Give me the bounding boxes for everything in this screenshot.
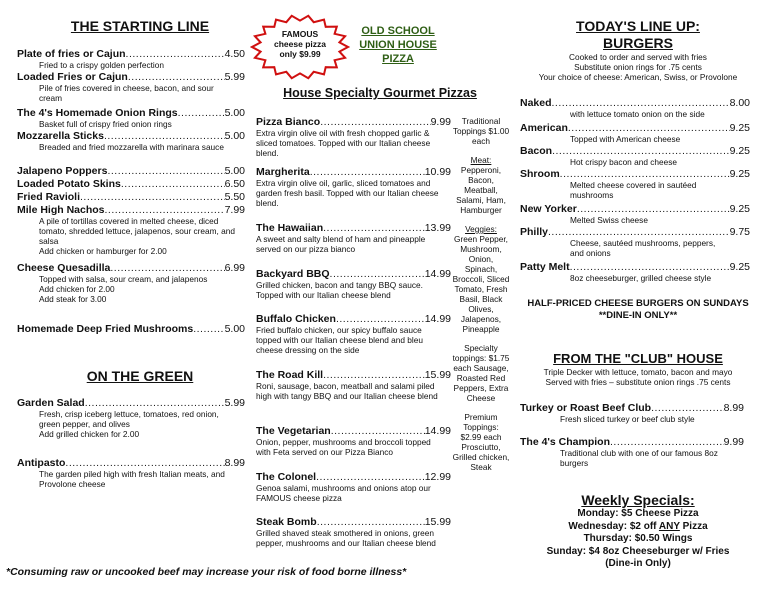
weekly-specials: [516, 492, 760, 571]
weekly-monday: Monday: $5 Cheese Pizza: [577, 508, 699, 519]
item-name: Antipasto: [17, 457, 66, 469]
weekly-title: Weekly Specials:: [581, 492, 695, 508]
item-name: Homemade Deep Fried Mushrooms: [17, 323, 194, 335]
item-price: 14.99: [424, 268, 451, 280]
menu-item: [17, 262, 245, 304]
item-desc: Fresh, crisp iceberg lettuce, tomatoes, red onion, green pepper, and olives: [39, 409, 219, 429]
item-price: 5.99: [224, 71, 245, 83]
badge-line-1: FAMOUS: [281, 29, 319, 39]
half-price-line-1: HALF-PRICED CHEESE BURGERS ON SUNDAYS: [527, 298, 749, 309]
menu-item: [520, 168, 750, 200]
item-desc: The garden piled high with fresh Italian meats, and Provolone cheese: [39, 469, 225, 489]
item-price: 5.00: [224, 130, 245, 142]
item-name: Pizza Bianco: [256, 116, 321, 128]
weekly-dinein: (Dine-in Only): [605, 558, 671, 569]
item-price: 9.99: [723, 436, 744, 448]
item-desc: Fried buffalo chicken, our spicy buffalo sauce topped with our Italian cheese blend and bleu cheese dressing on the side: [256, 325, 423, 355]
item-name: American: [520, 122, 568, 134]
item-price: 9.25: [729, 122, 750, 134]
on-the-green-title: ON THE GREEN: [86, 368, 194, 384]
menu-item: [256, 313, 451, 355]
item-name: The 4's Champion: [520, 436, 611, 448]
item-desc: Melted Swiss cheese: [570, 215, 648, 225]
item-addon: Add chicken for 2.00: [39, 284, 115, 294]
menu-item: [17, 457, 245, 489]
starting-line-title: THE STARTING LINE: [70, 18, 210, 34]
item-price: 15.99: [424, 369, 451, 381]
toppings-panel: [452, 116, 510, 472]
item-desc: A pile of tortillas covered in melted cheese, diced tomato, shredded lettuce, jalapenos, sour cream, and salsa: [39, 216, 236, 246]
menu-item: [256, 516, 451, 548]
wednesday-pizza: Pizza: [679, 520, 708, 532]
menu-item: [17, 165, 245, 177]
item-name: Mozzarella Sticks: [17, 130, 104, 142]
item-name: Fried Ravioli: [17, 191, 81, 203]
item-price: 13.99: [424, 222, 451, 234]
item-price: 4.50: [224, 48, 245, 60]
item-name: Backyard BBQ: [256, 268, 330, 280]
menu-item: [256, 425, 451, 457]
item-name: Plate of fries or Cajun: [17, 48, 126, 60]
weekly-thursday: Thursday: $0.50 Wings: [583, 533, 693, 544]
item-price: 8.00: [729, 97, 750, 109]
item-name: Cheese Quesadilla: [17, 262, 111, 274]
club-intro-2: Served with fries – substitute onion rings .75 cents: [545, 377, 731, 387]
specialty-toppings: Specialty toppings: $1.75 each Sausage, Roasted Red Peppers, Extra Cheese: [452, 343, 510, 403]
wednesday-any: ANY: [658, 520, 680, 532]
item-desc: Genoa salami, mushrooms and onions atop our FAMOUS cheese pizza: [256, 483, 431, 503]
menu-item: [520, 145, 750, 167]
menu-item: [256, 268, 451, 300]
item-price: 14.99: [424, 425, 451, 437]
pizzas-title: House Specialty Gourmet Pizzas: [283, 86, 477, 100]
menu-item: [520, 261, 750, 283]
item-name: Shroom: [520, 168, 560, 180]
item-desc: Extra virgin olive oil with fresh chopped garlic & sliced tomatoes. Topped with our Italian cheese blend.: [256, 128, 431, 158]
menu-item: [256, 471, 451, 503]
menu-item: [520, 226, 750, 258]
item-desc: 8oz cheeseburger, grilled cheese style: [570, 273, 712, 283]
menu-item: [520, 203, 750, 225]
meat-title: Meat:: [470, 155, 492, 165]
menu-item: [256, 116, 451, 158]
traditional-toppings: Traditional Toppings $1.00 each: [452, 116, 510, 146]
item-desc: Topped with American cheese: [570, 134, 681, 144]
item-name: The Colonel: [256, 471, 317, 483]
item-addon: Add grilled chicken for 2.00: [39, 429, 140, 439]
item-price: 9.25: [729, 168, 750, 180]
burgers-title-2: BURGERS: [602, 35, 673, 51]
item-desc: Pile of fries covered in cheese, bacon, and sour cream: [39, 83, 214, 103]
brand-logo: [348, 24, 448, 66]
menu-item: [520, 97, 750, 119]
item-name: New Yorker: [520, 203, 577, 215]
item-desc: with lettuce tomato onion on the side: [570, 109, 705, 119]
wednesday-text: Wednesday: $2 off: [568, 520, 659, 532]
item-name: Garden Salad: [17, 397, 85, 409]
club-intro: [516, 367, 760, 387]
item-name: The Vegetarian: [256, 425, 331, 437]
menu-item: [256, 369, 451, 401]
item-price: 6.99: [224, 262, 245, 274]
badge-line-2: cheese pizza: [274, 39, 326, 49]
item-desc: Roni, sausage, bacon, meatball and salami piled high with tangy BBQ and our Italian cheese blend: [256, 381, 438, 401]
veggies-title: Veggies:: [465, 224, 497, 234]
brand-line-3: PIZZA: [382, 53, 414, 65]
item-name: Margherita: [256, 166, 310, 178]
menu-item: [17, 323, 245, 335]
item-price: 8.99: [723, 402, 744, 414]
item-desc: Grilled chicken, bacon and tangy BBQ sauce. Topped with our Italian cheese blend: [256, 280, 423, 300]
weekly-sunday: Sunday: $4 8oz Cheeseburger w/ Fries: [546, 545, 730, 557]
menu-item: [17, 130, 245, 152]
premium-toppings: Premium Toppings: $2.99 each Prosciutto, Grilled chicken, Steak: [452, 412, 510, 472]
item-name: The Hawaiian: [256, 222, 324, 234]
item-desc: Hot crispy bacon and cheese: [570, 157, 678, 167]
item-price: 9.75: [729, 226, 750, 238]
badge-line-3: only $9.99: [279, 49, 321, 59]
item-name: Naked: [520, 97, 552, 109]
half-price-line-2: **DINE-IN ONLY**: [598, 310, 678, 321]
weekly-wednesday: [516, 521, 760, 534]
item-price: 9.25: [729, 203, 750, 215]
item-desc: A sweet and salty blend of ham and pineapple served on our pizza bianco: [256, 234, 426, 254]
item-name: Buffalo Chicken: [256, 313, 336, 325]
item-desc: Cheese, sautéed mushrooms, peppers, and onions: [570, 238, 716, 258]
burgers-intro: [516, 52, 760, 82]
item-name: The Road Kill: [256, 369, 324, 381]
item-price: 12.99: [424, 471, 451, 483]
burgers-intro-3: Your choice of cheese: American, Swiss, or Provolone: [538, 72, 738, 82]
meat-list: Pepperoni, Bacon, Meatball, Salami, Ham, Hamburger: [456, 165, 506, 215]
menu-item: [17, 178, 245, 190]
item-price: 5.00: [224, 165, 245, 177]
item-desc: Onion, pepper, mushrooms and broccoli topped with Feta served on our Pizza Bianco: [256, 437, 431, 457]
item-desc: Fried to a crispy golden perfection: [39, 60, 164, 70]
half-price-notice: [516, 298, 760, 322]
item-desc: Extra virgin olive oil, garlic, sliced tomatoes and garden fresh basil. Topped with our Italian cheese blend.: [256, 178, 439, 208]
item-price: 5.00: [224, 323, 245, 335]
menu-item: [17, 191, 245, 203]
item-price: 5.50: [224, 191, 245, 203]
item-name: Turkey or Roast Beef Club: [520, 402, 652, 414]
item-desc: Breaded and fried mozzarella with marinara sauce: [39, 142, 224, 152]
menu-item: [520, 122, 750, 144]
item-desc: Basket full of crispy fried onion rings: [39, 119, 172, 129]
item-price: 14.99: [424, 313, 451, 325]
burgers-intro-1: Cooked to order and served with fries: [569, 52, 707, 62]
menu-item: [520, 436, 744, 468]
veggies-list: Green Pepper, Mushroom, Onion, Spinach, Broccoli, Sliced Tomato, Fresh Basil, Black Olives, Jalapenos, Pineapple: [452, 234, 510, 334]
famous-pizza-badge: [250, 14, 350, 80]
item-name: Mile High Nachos: [17, 204, 105, 216]
club-intro-1: Triple Decker with lettuce, tomato, bacon and mayo: [543, 367, 733, 377]
menu-item: [520, 402, 744, 424]
item-price: 5.99: [224, 397, 245, 409]
item-desc: Topped with salsa, sour cream, and jalapenos: [39, 274, 208, 284]
menu-item: [17, 71, 245, 103]
item-name: Loaded Fries or Cajun: [17, 71, 128, 83]
item-name: The 4's Homemade Onion Rings: [17, 107, 178, 119]
item-name: Bacon: [520, 145, 553, 157]
item-desc: Traditional club with one of our famous 8oz burgers: [560, 448, 718, 468]
item-name: Steak Bomb: [256, 516, 317, 528]
menu-item: [17, 397, 245, 439]
menu-item: [17, 204, 245, 256]
item-name: Philly: [520, 226, 549, 238]
brand-line-1: OLD SCHOOL: [361, 25, 435, 37]
burgers-title-1: TODAY'S LINE UP:: [576, 18, 700, 34]
item-price: 5.00: [224, 107, 245, 119]
item-price: 15.99: [424, 516, 451, 528]
item-desc: Melted cheese covered in sautéed mushrooms: [570, 180, 697, 200]
menu-item: [17, 107, 245, 129]
item-price: 6.50: [224, 178, 245, 190]
item-name: Jalapeno Poppers: [17, 165, 108, 177]
brand-line-2: UNION HOUSE: [359, 39, 437, 51]
club-title: FROM THE "CLUB" HOUSE: [553, 351, 723, 366]
menu-item: [256, 222, 451, 254]
footer-disclaimer: *Consuming raw or uncooked beef may increase your risk of food borne illness*: [6, 566, 407, 578]
item-name: Patty Melt: [520, 261, 570, 273]
item-price: 7.99: [224, 204, 245, 216]
item-price: 8.99: [224, 457, 245, 469]
item-addon: Add steak for 3.00: [39, 294, 107, 304]
item-name: Loaded Potato Skins: [17, 178, 121, 190]
item-price: 9.25: [729, 145, 750, 157]
item-addon: Add chicken or hamburger for 2.00: [39, 246, 167, 256]
item-price: 9.99: [430, 116, 451, 128]
menu-item: [17, 48, 245, 70]
item-price: 10.99: [424, 166, 451, 178]
item-desc: Fresh sliced turkey or beef club style: [560, 414, 695, 424]
item-desc: Grilled shaved steak smothered in onions, green pepper, mushrooms and our Italian cheese blend: [256, 528, 436, 548]
item-price: 9.25: [729, 261, 750, 273]
menu-item: [256, 166, 451, 208]
burgers-intro-2: Substitute onion rings for .75 cents: [574, 62, 702, 72]
